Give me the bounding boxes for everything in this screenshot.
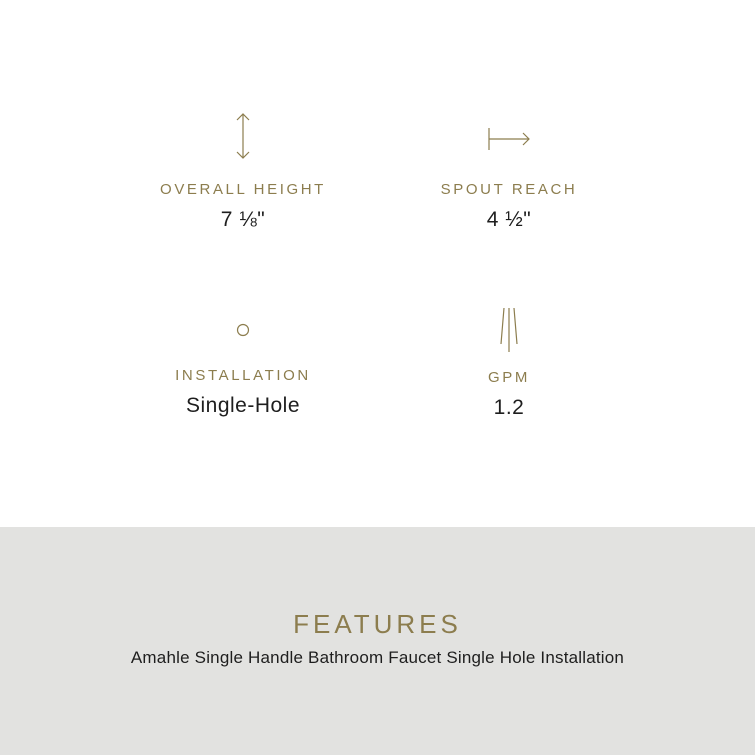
overall-height-value: 7 ⅛" [220,208,266,231]
spec-installation [113,310,373,419]
spec-overall-height [113,110,373,233]
gpm-label: GPM [488,369,530,386]
features-title: FEATURES [293,609,462,639]
installation-value: Single-Hole [185,394,301,417]
installation-label: INSTALLATION [175,367,311,384]
horizontal-arrow-icon [484,110,534,162]
spec-spout-reach [379,110,639,233]
spec-gpm [379,300,639,421]
spout-reach-label: SPOUT REACH [440,181,578,198]
vertical-double-arrow-icon [233,110,253,162]
overall-height-label: OVERALL HEIGHT [160,181,326,198]
spout-reach-value: 4 ½" [486,208,532,231]
features-band [0,527,755,755]
circle-hole-icon [233,310,253,350]
water-flow-icon [494,300,524,356]
gpm-value: 1.2 [493,396,525,419]
features-description: Amahle Single Handle Bathroom Faucet Single Hole Installation [130,648,625,667]
